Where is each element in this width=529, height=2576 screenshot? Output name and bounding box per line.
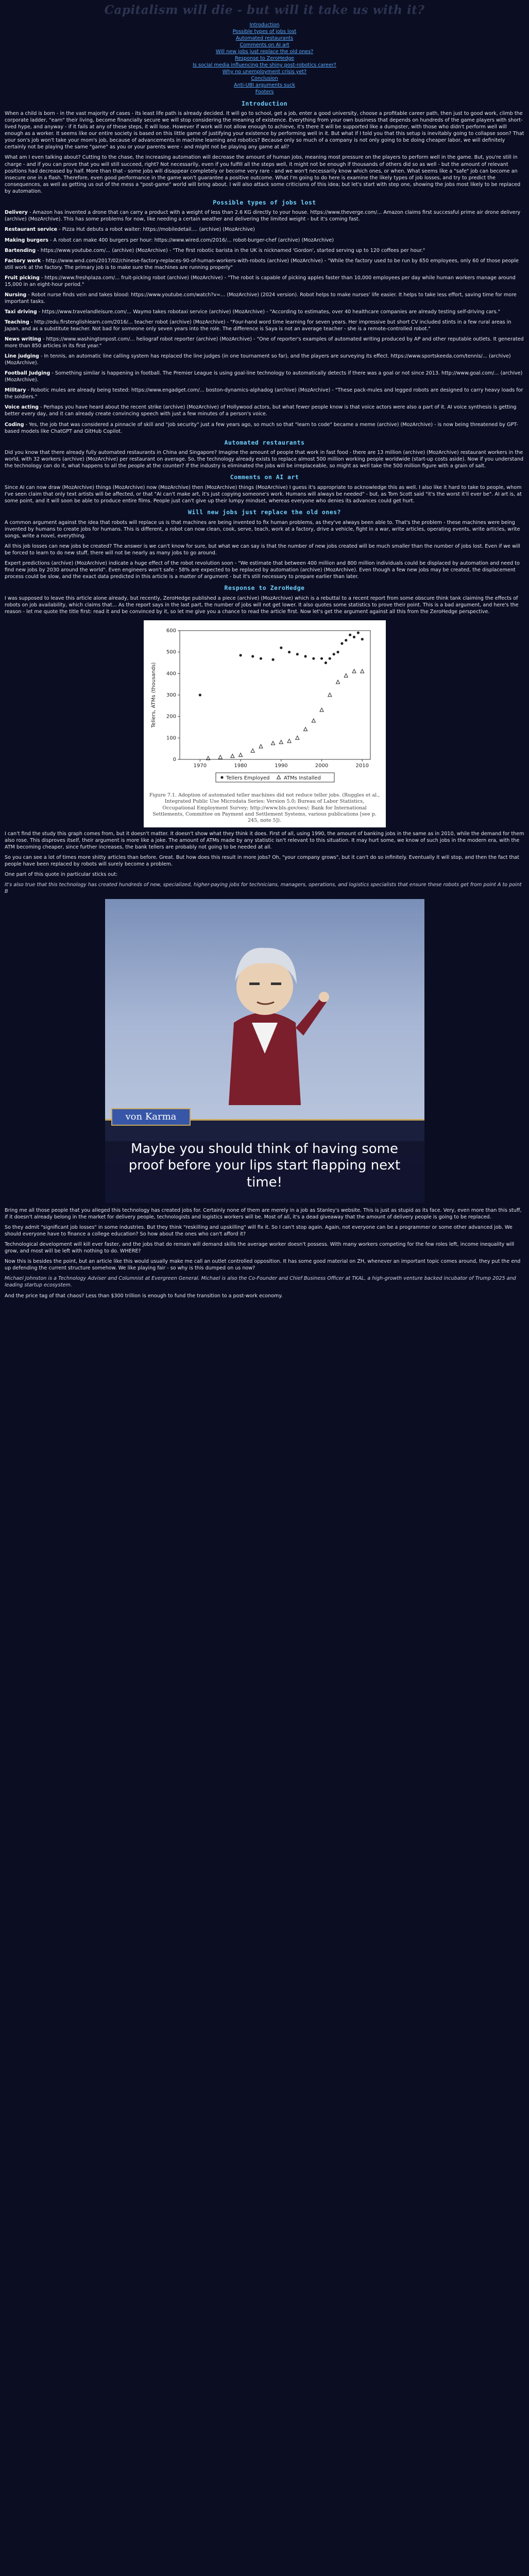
paragraph: Bring me all those people that you alleged this technology has created jobs for. Certainly none of them are merely in a job as Stanley's website. This is just as stupid as its face. Very, even more than this stuff, if it doesn't already belong in the market for delivery people, technologists and logistics workers will be. Most of all, it's a dead giveaway that the amount of delivery people is going to be replaced. [5, 1208, 522, 1221]
atm-teller-chart [144, 620, 386, 790]
tellers-point [251, 655, 254, 657]
job-text: - Yes, the job that was considered a pinnacle of skill and "job security" just a few years ago, so much so that "learn to code" became a meme (archive) (MozArchive) - is now being threatened by GPT-based models like ChatGPT and GitHub Copilot. [5, 421, 518, 434]
section-heading-new-jobs: Will new jobs just replace the old ones? [188, 509, 341, 516]
tellers-point [361, 638, 363, 640]
toc-link[interactable]: Possible types of jobs lost [232, 29, 297, 35]
tellers-point [336, 651, 339, 653]
job-text: - Robot nurse finds vein and takes blood: https://www.youtube.com/watch?v=... (MozArchive) (2024 version). Robot helps to make nurses' life easier. It helps to take less effort, saving time for more important tasks. [5, 292, 517, 304]
y-tick-label: 300 [166, 692, 176, 698]
atm-teller-figure [144, 620, 386, 827]
y-tick-label: 500 [166, 649, 176, 655]
table-of-contents [5, 22, 524, 95]
y-axis-label: Tellers, ATMs (thousands) [150, 662, 157, 728]
courtroom-meme-image [105, 899, 424, 1203]
tellers-point [259, 657, 262, 659]
job-entry [5, 353, 524, 366]
job-label: Line judging [5, 353, 39, 360]
page-title: Capitalism will die - but will it take us with it? [104, 3, 425, 17]
paragraph: Expert predictions (archive) (MozArchive) indicate a huge effect of the robot revolution soon - "We estimate that between 400 million and 800 million individuals could be displaced by automation and need to find new jobs by 2030 around the world". Even engineers won't safe - 58% are expected to be replaced by automation (archive) (MozArchive). Even though a few new jobs may be created, the displacement process could be slow, and the exact data predicted in this article is a matter of argument - but it's still necessary to prepare earlier than later. [5, 561, 520, 580]
y-tick-label: 400 [166, 671, 176, 677]
section-heading-ai-art: Comments on AI art [230, 473, 299, 481]
tellers-point [340, 642, 343, 645]
job-entry [5, 319, 524, 332]
job-label: Making burgers [5, 237, 48, 243]
job-entry [5, 404, 524, 417]
job-text: - http://edu.firstenglishlearn.com/2016/... teacher robot (archive) (MozArchive) - "Four-hand word time learning for seven years. Her impressive but short CV included stints in a few rural areas in Japan, and as a substitute teacher. Not bad for someone only seven years into the role. The difference is Saya is not an average teacher - she is a remote-controlled robot." [5, 319, 511, 332]
figure-caption: Figure 7.1. Adoption of automated teller machines did not reduce teller jobs. (Ruggles et al., Integrated Public Use Microdata Series: Version 5.0; Bureau of Labor Statistics, Occupational Employment Survey; http://www.bls.gov/oes/; Bank for International Settlements, Committee on Payment and Settlement Systems, various publications [see p. 245, note 5]). [144, 790, 386, 827]
job-label: Teaching [5, 319, 29, 325]
paragraph: So you can see a lot of times more shitty articles than before. Great. But how does this result in more jobs? Oh, "your company grows", but it can't do so infinitely. Eventually it will stop, and then the fact that people have been replaced by robots will surely become a problem. [5, 854, 519, 867]
paragraph: Now this is besides the point, but an article like this would usually make me call an outlet controlled opposition. It has some good material on ZH, whenever an important topic comes around, they put the end up defending the current structure somehow. We like playing fair - so why is this dumped on us now? [5, 1259, 521, 1272]
legend-tellers-marker [220, 776, 223, 778]
y-tick-label: 600 [166, 628, 176, 634]
toc-link[interactable]: Response to ZeroHedge [234, 55, 295, 61]
job-label: Coding [5, 421, 24, 428]
character-illustration [198, 920, 332, 1105]
tellers-point [304, 655, 306, 657]
job-label: Factory work [5, 258, 41, 264]
x-tick-label: 2000 [315, 762, 328, 769]
y-tick-label: 0 [173, 756, 176, 762]
x-tick-label: 1980 [233, 762, 247, 769]
y-tick-label: 100 [166, 735, 176, 741]
job-text: - In tennis, an automatic line calling system has replaced the line judges (in one tournament so far), and the players are surveying its effect. https://www.sportskeeda.com/tennis/... (archive) (MozArchive). [5, 353, 511, 366]
job-entry [5, 258, 524, 271]
job-text: - https://www.travelandleisure.com/... Waymo takes robotaxi service (archive) (MozArchive) - "According to estimates, over 40 healthcare companies are already testing self-driving cars." [37, 309, 501, 315]
toc-link[interactable]: Introduction [249, 22, 280, 28]
job-label: Football Judging [5, 370, 50, 377]
job-entry [5, 387, 524, 400]
paragraph: A common argument against the idea that robots will replace us is that machines are being invented to fix human problems, as they've always been able to. That's the problem - these machines were being invented by humans to create jobs for humans. This is different, a robot can now clean, cook, serve, teach, work at a factory, drive a vehicle, fight in a war, write articles, operating events, write articles, write songs, write a novel, everything. [5, 519, 520, 539]
job-entry [5, 226, 524, 233]
paragraph: What am I even talking about? Cutting to the chase, the increasing automation will decrease the amount of human jobs, meaning most pressure on the players to perform well in the game. But, you're still in charge - and if you can prove that you will still succeed, right? Not necessarily, even if you fulfill all the steps well, it might not be enough if thousands of others did so as well - but the amount of relevant positions had decreased by half. More than that - some jobs will disappear completely or become very rare - and we won't necessarily know which ones, or when. What seems like a "safe" job can become an insecure one in a flash. Therefore, even good performance in the game won't guarantee a positive outcome. What I'm going to do here is examine the likely types of job losses, and try to predict the consequences, as well as getting us out of the mess a "post-game" world will bring about. I will also attack some criticisms of this idea; but let's start with step one, showing the jobs most likely to be replaced by automation. [5, 155, 521, 194]
job-text: - Amazon has invented a drone that can carry a product with a weight of less than 2.6 KG directly to your house. https://www.theverge.com/... Amazon claims first successful prime air drone delivery (archive) (MozArchive). This has some problems for now, like needing a certain weather and delivering the limited weight - but it's coming fast. [5, 210, 521, 223]
toc-link[interactable]: Automated restaurants [235, 36, 294, 42]
job-label: Voice acting [5, 404, 39, 411]
paragraph: Did you know that there already fully automated restaurants in China and Singapore? Imagine the amount of people that work in fast food - there are 13 million (archive) (MozArchive) restaurant workers in the world, with 32 workers (archive) (MozArchive) per restaurant on average. So, the technology already exists to replace almost 500 million working people worldwide (start-up costs aside). Now if you understand the technology can do it, what happens to all the people at the counter? If the industry is eliminated the jobs will be irreplaceable, so might as well take the 500 million figure with a grain of salt. [5, 450, 524, 469]
paragraph: I can't find the study this graph comes from, but it doesn't matter. It doesn't show what they think it does. First of all, using 1990, the amount of banking jobs in the same as in 2010, while the demand for them also rose. This disproves itself, their argument is more like a joke. The amount of ATMs made by any statistic isn't relevant to this situation. It may hurt some, we know of such jobs in the modern era, with the ATM becoming cheaper, since further increases, the bank tellers are probably not going to be needed at all. [5, 831, 524, 850]
paragraph: When a child is born - in the vast majority of cases - its least life path is already decided. It will go to school, get a job, enter a good university, choose a profitable career path, then just to good work, climb the corporate ladder, "earn" their living, become financially secure we will stop considering the meaning of existence. Everything from your own business that depends on hundreds of the game players with short-lived hype, and anyway - if it fails at any of these steps, it will lose. However if work will not allow enough to achieve, it's there it will be supported like a dumpster, with those who didn't perform well will enough as a worker. It seems like our entire society is based on this little game of justifying your existence by performing well in it. But what if I told you that this setup is inevitably going to collapse soon? That your son's job won't take your mom's job, because of advancements in machine learning and robotics? Because only so much of a company is not only going to be doing cheaper labor, we will definitely certainly not be playing the same "game" as you or your parents were - and might not be playing any game at all? [5, 111, 524, 150]
job-text: - https://www.washingtonpost.com/... heliograf robot reporter (archive) (MozArchive) - "One of reporter's examples of automated writing produced by AP and other reputable outlets. It generated more than 850 articles in its first year." [5, 336, 524, 349]
paragraph: One part of this quote in particular sticks out: [5, 871, 118, 877]
section-heading-restaurants: Automated restaurants [224, 438, 305, 446]
job-label: Military [5, 387, 26, 394]
toc-link[interactable]: Conclusion [251, 75, 278, 81]
y-tick-label: 200 [166, 714, 176, 720]
tellers-point [198, 693, 201, 696]
plot-frame [180, 631, 370, 759]
job-entry [5, 237, 524, 244]
job-entry [5, 292, 524, 305]
paragraph: So they admit "significant job losses" in some industries. But they think "reskilling and upskilling" will fix it. So I can't stop again. Again, not everyone can be a programmer or some other advanced job. We should everyone have to finance a college education? So how about the ones who can't afford it? [5, 1225, 513, 1238]
job-label: Restaurant service [5, 227, 58, 233]
tellers-point [296, 653, 298, 655]
job-text: - https://www.youtube.com/... (archive) (MozArchive) - "The first robotic barista in the UK is nicknamed 'Gordon', started serving up to 120 coffees per hour." [36, 247, 425, 253]
tellers-point [312, 657, 315, 659]
author-blurb: Michael Johnston is a Technology Adviser and Columnist at Evergreen General. Michael is also the Co-Founder and Chief Business Officer at TKAL, a high-growth venture backed incubator of Trump 2025 and leading startup ecosystem. [5, 1276, 516, 1289]
paragraph: Technological development will kill ever faster, and the jobs that do remain will demand skills the average worker doesn't possess. With many workers competing for the few roles left, income inequality will grow, and most will be left with nothing to do. WHERE? [5, 1242, 515, 1255]
tellers-point [352, 636, 355, 638]
speaker-name: von Karma [111, 1108, 191, 1126]
tellers-point [320, 657, 322, 659]
tellers-point [356, 631, 359, 634]
legend-tellers-label: Tellers Employed [226, 775, 269, 781]
job-entry [5, 247, 524, 254]
job-text: - Perhaps you have heard about the recent strike (archive) (MozArchive) of Hollywood actors, but what fewer people know is that voice actors were also a part of it. AI voice synthesis is getting better every day, and it can already create convincing speech with just a few minutes of a person's voice. [5, 404, 517, 417]
section-heading-zerohedge: Response to ZeroHedge [224, 584, 305, 592]
tellers-point [280, 647, 282, 649]
job-label: Delivery [5, 210, 28, 216]
job-text: - Robotic mules are already being tested: https://www.engadget.com/... boston-dynamics-alphadog (archive) (MozArchive) - "These pack-mules and legged robots are designed to carry heavy loads for the soldiers." [5, 387, 523, 400]
job-label: News writing [5, 336, 41, 343]
toc-link[interactable]: Comments on AI art [240, 42, 289, 48]
job-text: - A robot can make 400 burgers per hour: https://www.wired.com/2016/... robot-burger-chef (archive) (MozArchive) [48, 237, 334, 243]
job-text: - https://www.freshplaza.com/... fruit-picking robot (archive) (MozArchive) - "The robot is capable of picking apples faster than 10,000 employees per day while human workers manage around 15,000 in an eight-hour period." [5, 275, 516, 287]
tellers-point [345, 639, 347, 641]
job-label: Fruit picking [5, 275, 40, 281]
job-label: Nursing [5, 292, 27, 298]
tellers-point [332, 653, 335, 655]
job-text: - http://www.wnd.com/2017/02/chinese-factory-replaces-90-of-human-workers-with-robots (archive) (MozArchive) - "While the factory used to be run by 650 employees, only 60 of those people still work at the factory. The primary job is to make sure the machines are running properly" [5, 258, 519, 270]
job-entry [5, 275, 524, 288]
job-entry [5, 336, 524, 349]
section-heading-introduction: Introduction [241, 99, 288, 107]
tellers-point [271, 658, 274, 661]
job-text: - Something similar is happening in football. The Premier League is using goal-line technology to automatically detects if there was a goal or not since 2013. http://www.goal.com/... (archive) (MozArchive). [5, 370, 523, 383]
legend-atms-label: ATMs Installed [283, 775, 321, 781]
job-entry [5, 309, 524, 315]
tellers-point [324, 662, 327, 664]
job-entry [5, 421, 524, 435]
tellers-point [349, 634, 351, 636]
closing-line: And the price tag of that chaos? Less than $300 trillion is enough to fund the transition to a post-work economy. [5, 1293, 283, 1299]
toc-link[interactable]: Why no unemployment crisis yet? [222, 69, 307, 75]
dialogue-text: Maybe you should think of having some proof before your lips start flapping next time! [128, 1141, 401, 1190]
toc-link[interactable]: Footers [255, 89, 274, 95]
article [0, 2, 529, 1300]
toc-link[interactable]: Will new jobs just replace the old ones? [215, 49, 314, 55]
job-label: Bartending [5, 247, 36, 253]
paragraph: I was supposed to leave this article alone already, but recently, ZeroHedge published a piece (archive) (MozArchive) which is a rebuttal to a recent report from some obscure think tank claiming the effects of robots on job availability, which claims that... As the report says in the last part, the number of jobs will not get lower. It also quotes some statistics to prove their point. This is a bad argument, and here's the reason - let me quote the title first: read it and be convinced by it, so let me give you a chance to read the article first. Now let's get the argument against all this from the ZeroHedge perspective. [5, 595, 519, 615]
job-label: Taxi driving [5, 309, 37, 315]
job-entry [5, 370, 524, 383]
tellers-point [239, 654, 242, 656]
job-entry [5, 209, 524, 223]
section-heading-jobs-lost: Possible types of jobs lost [213, 198, 316, 206]
paragraph: All this job losses can new jobs be created? The answer is we can't know for sure, but what we can say is that the number of new jobs created will be much smaller than the number of jobs lost. Even if we will be forced to learn to do new stuff, there will not be nearly as many jobs to go around. [5, 543, 520, 556]
tellers-point [328, 657, 331, 659]
toc-link[interactable]: Is social media influencing the shiny post-robotics career? [193, 62, 336, 68]
tellers-point [287, 651, 290, 653]
toc-link[interactable]: Anti-UBI arguments suck [234, 82, 295, 88]
paragraph: Since AI can now draw (MozArchive) things (MozArchive) now (MozArchive) then (MozArchive) things (MozArchive) I guess it's appropriate to acknowledge this as well. I also like it hard to take to people, whom I've seen claim that only text artists will be affected, or that "AI can't make art, it's just copying someone's work. Humans will always be needed" - but, as Tom Scott said "it's the worst it'll ever be". AI art is, at some point, and it will soon be able to produce entire films. People just can't give up their lumpy mindset, whereas everyone who denies its advances could get hurt. [5, 485, 522, 504]
blockquote: It's also true that this technology has created hundreds of new, specialized, higher-paying jobs for technicians, managers, operations, and logistics specialists that ensure these robots get from point A to point B [5, 882, 522, 894]
job-text: - Pizza Hut debuts a robot waiter: https://mobiledetail.... (archive) (MozArchive) [57, 227, 255, 233]
x-tick-label: 1970 [193, 762, 207, 769]
x-tick-label: 1990 [274, 762, 288, 769]
x-tick-label: 2010 [355, 762, 369, 769]
